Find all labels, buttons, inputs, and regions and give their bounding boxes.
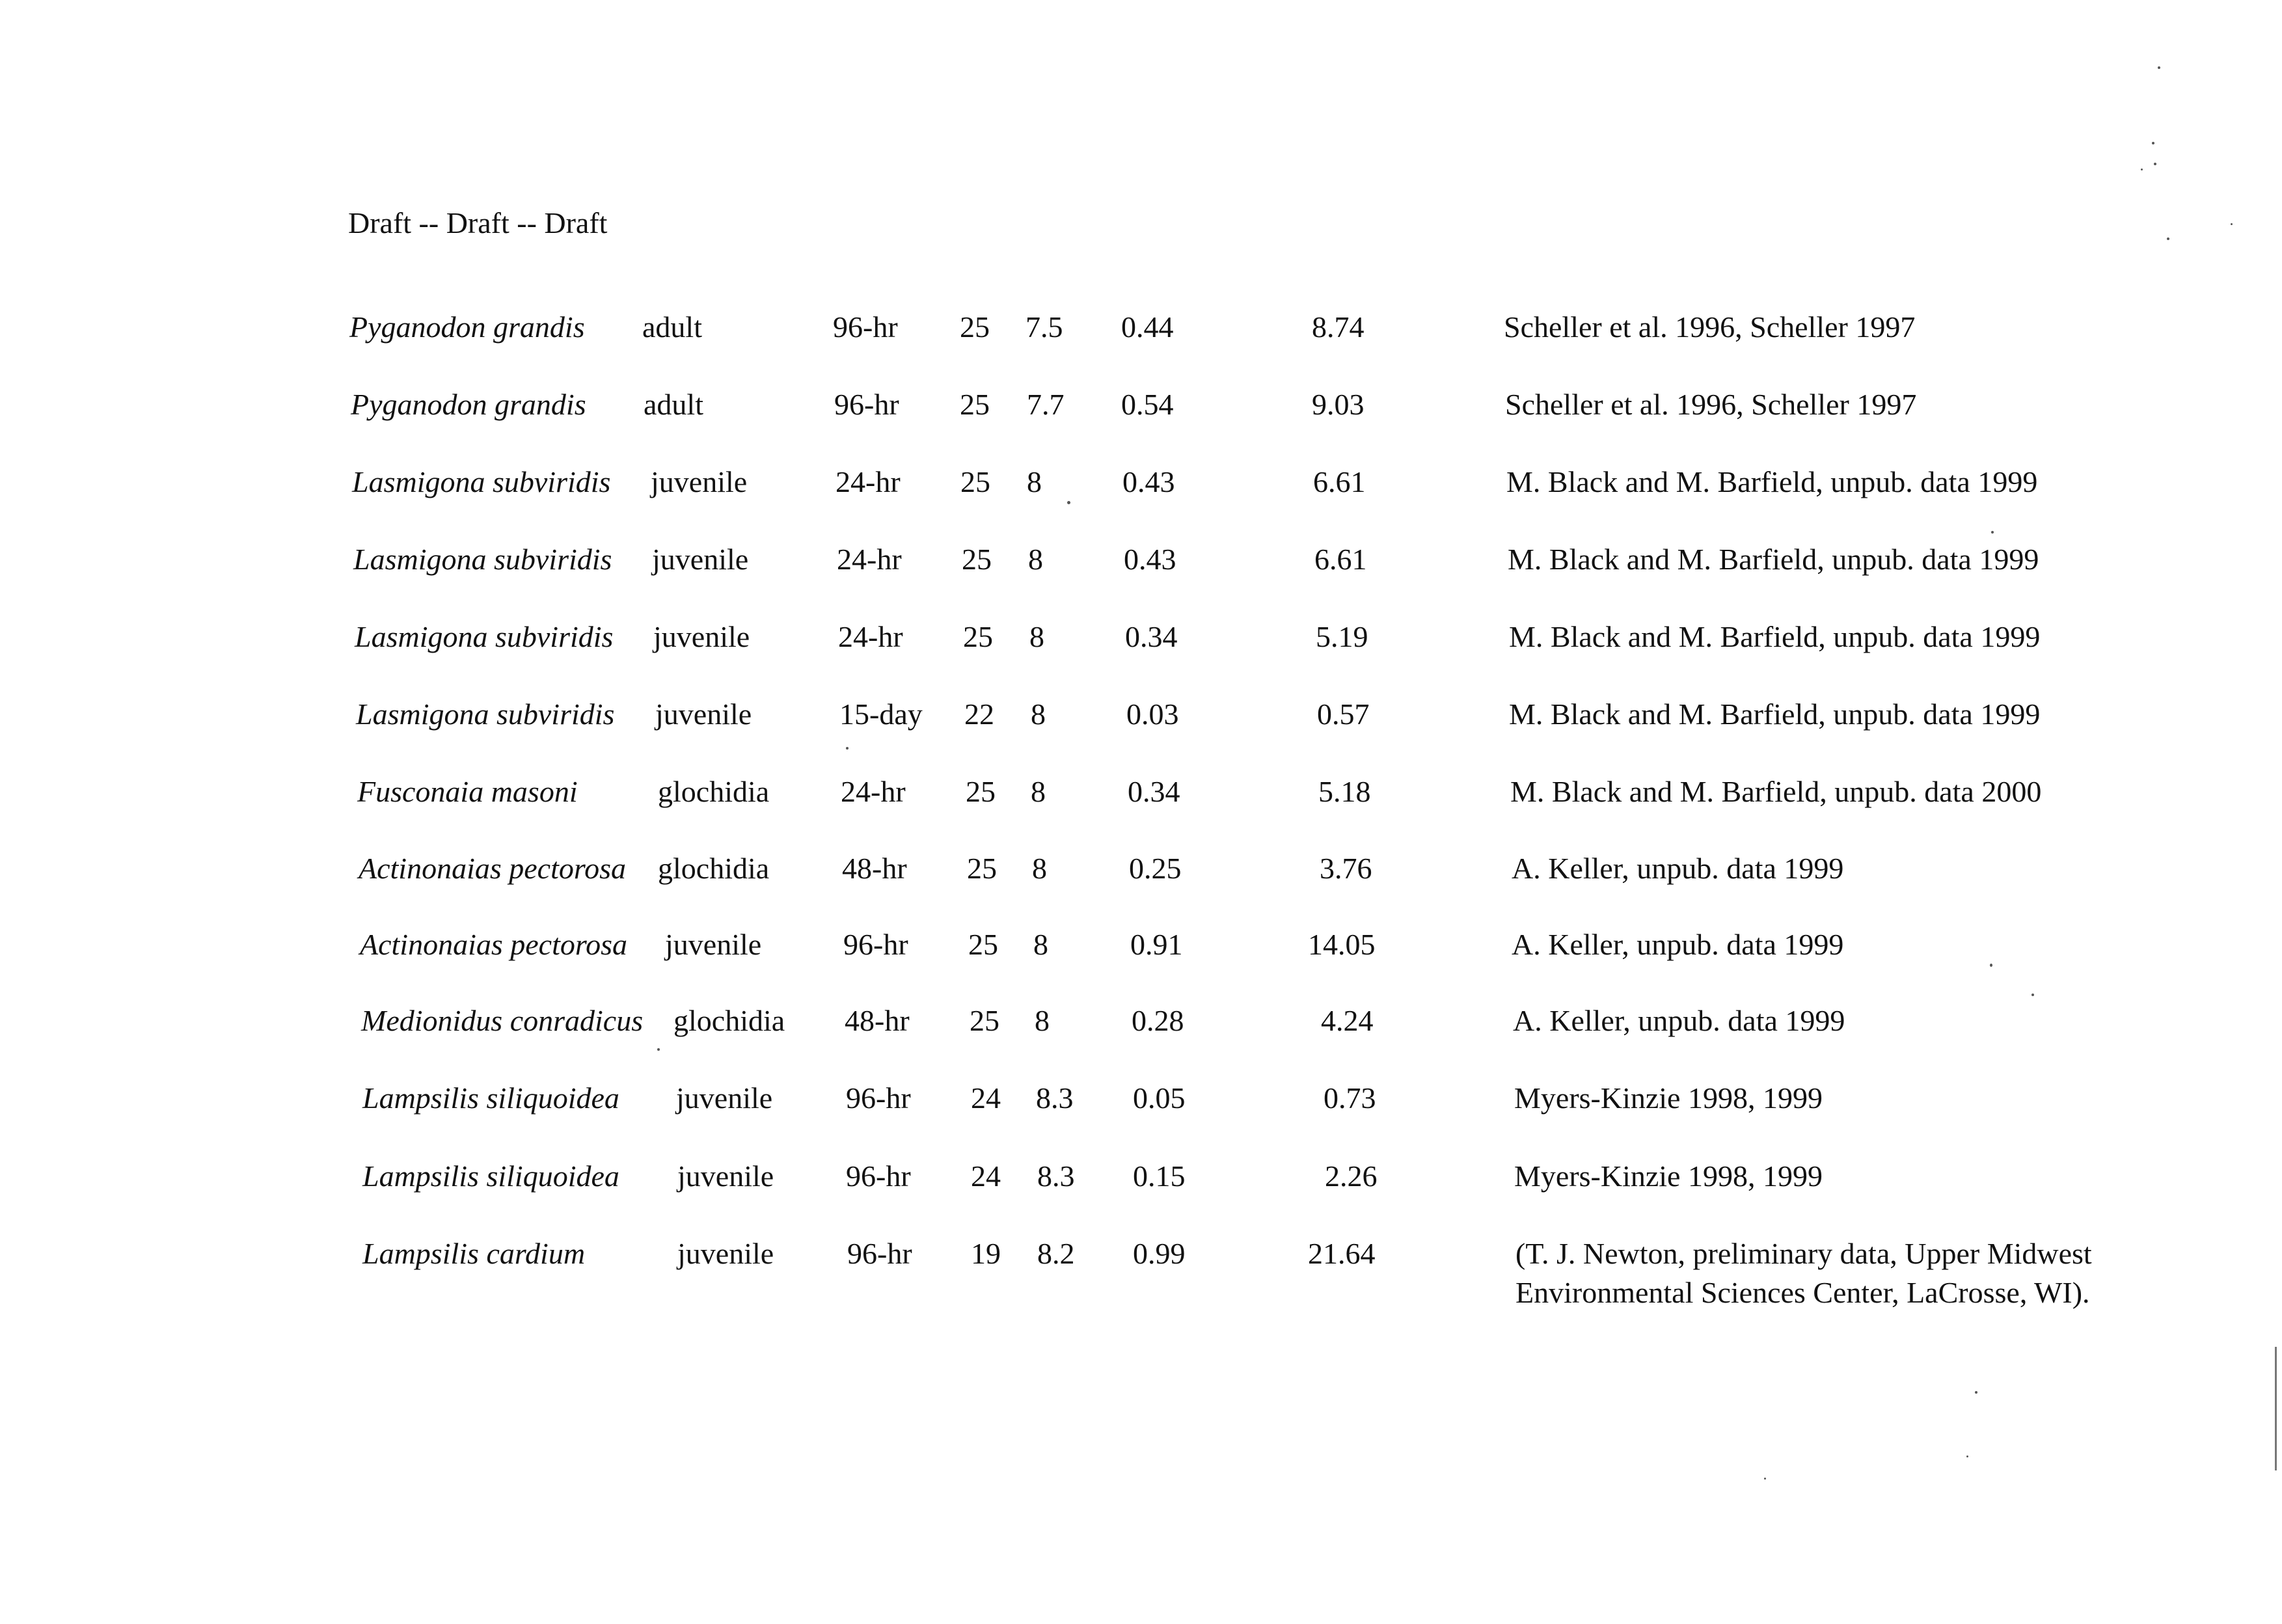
reference: A. Keller, unpub. data 1999 xyxy=(1512,928,1844,961)
value-1: 0.28 xyxy=(1132,1004,1184,1037)
ph-value: 8 xyxy=(1028,543,1043,576)
reference: Scheller et al. 1996, Scheller 1997 xyxy=(1504,310,1916,344)
species-name: Lampsilis cardium xyxy=(362,1237,586,1270)
table-row xyxy=(0,540,2282,617)
temperature: 24 xyxy=(971,1159,1001,1193)
life-stage: glochidia xyxy=(658,775,770,808)
test-duration: 24-hr xyxy=(841,775,906,808)
reference: Scheller et al. 1996, Scheller 1997 xyxy=(1505,388,1917,421)
species-name: Actinonaias pectorosa xyxy=(359,852,626,885)
value-1: 0.34 xyxy=(1125,620,1178,653)
scan-speck xyxy=(1764,1478,1766,1480)
test-duration: 24-hr xyxy=(837,543,902,576)
species-name: Fusconaia masoni xyxy=(357,775,578,808)
temperature: 19 xyxy=(971,1237,1001,1270)
value-1: 0.44 xyxy=(1121,310,1174,344)
test-duration: 24-hr xyxy=(838,620,903,653)
test-duration: 15-day xyxy=(839,697,923,731)
value-2: 21.64 xyxy=(1308,1237,1376,1270)
scan-edge-line xyxy=(2275,1347,2277,1470)
test-duration: 96-hr xyxy=(834,388,899,421)
value-2: 3.76 xyxy=(1320,852,1372,885)
test-duration: 96-hr xyxy=(833,310,898,344)
value-2: 4.24 xyxy=(1321,1004,1374,1037)
value-2: 9.03 xyxy=(1312,388,1365,421)
species-name: Pyganodon grandis xyxy=(349,310,585,344)
temperature: 25 xyxy=(960,465,990,498)
scan-speck xyxy=(1067,501,1070,504)
ph-value: 7.7 xyxy=(1027,388,1065,421)
test-duration: 96-hr xyxy=(843,928,908,961)
value-1: 0.91 xyxy=(1130,928,1183,961)
reference: M. Black and M. Barfield, unpub. data 1999 xyxy=(1509,620,2041,653)
ph-value: 8 xyxy=(1029,620,1044,653)
temperature: 25 xyxy=(963,620,993,653)
ph-value: 8 xyxy=(1031,697,1046,731)
reference: A. Keller, unpub. data 1999 xyxy=(1513,1004,1845,1037)
life-stage: juvenile xyxy=(652,543,749,576)
species-name: Lasmigona subviridis xyxy=(355,620,614,653)
reference: Myers-Kinzie 1998, 1999 xyxy=(1514,1159,1823,1193)
scan-speck xyxy=(1990,964,1992,967)
species-name: Lampsilis siliquoidea xyxy=(362,1081,619,1115)
ph-value: 8 xyxy=(1031,775,1046,808)
table-row xyxy=(0,463,2282,539)
value-2: 0.73 xyxy=(1324,1081,1376,1115)
ph-value: 8 xyxy=(1027,465,1042,498)
table-row xyxy=(0,1234,2282,1311)
table-row xyxy=(0,1157,2282,1234)
temperature: 25 xyxy=(966,775,996,808)
life-stage: juvenile xyxy=(677,1237,774,1270)
test-duration: 24-hr xyxy=(835,465,901,498)
temperature: 25 xyxy=(962,543,992,576)
ph-value: 8.3 xyxy=(1036,1081,1074,1115)
reference: M. Black and M. Barfield, unpub. data 1999 xyxy=(1509,697,2041,731)
scan-speck xyxy=(2152,142,2154,144)
value-1: 0.25 xyxy=(1129,852,1182,885)
test-duration: 96-hr xyxy=(846,1159,911,1193)
value-1: 0.34 xyxy=(1128,775,1180,808)
reference: M. Black and M. Barfield, unpub. data 2000 xyxy=(1510,775,2042,808)
scan-speck xyxy=(1991,531,1994,534)
test-duration: 48-hr xyxy=(842,852,907,885)
temperature: 22 xyxy=(964,697,994,731)
ph-value: 8 xyxy=(1035,1004,1050,1037)
life-stage: juvenile xyxy=(655,697,752,731)
species-name: Lasmigona subviridis xyxy=(353,543,612,576)
life-stage: glochidia xyxy=(658,852,770,885)
ph-value: 8.2 xyxy=(1037,1237,1075,1270)
scan-speck xyxy=(2154,163,2156,165)
life-stage: juvenile xyxy=(651,465,748,498)
scan-speck xyxy=(1966,1455,1968,1457)
scan-speck xyxy=(2231,223,2233,225)
temperature: 25 xyxy=(967,852,997,885)
ph-value: 8 xyxy=(1033,928,1048,961)
ph-value: 7.5 xyxy=(1026,310,1063,344)
table-row xyxy=(0,1001,2282,1078)
species-name: Lasmigona subviridis xyxy=(352,465,611,498)
scan-speck xyxy=(1975,1391,1977,1394)
life-stage: juvenile xyxy=(677,1159,774,1193)
value-1: 0.43 xyxy=(1122,465,1175,498)
value-1: 0.43 xyxy=(1124,543,1176,576)
scan-speck xyxy=(2158,66,2160,69)
reference: A. Keller, unpub. data 1999 xyxy=(1512,852,1844,885)
table-row xyxy=(0,772,2282,849)
value-2: 5.19 xyxy=(1316,620,1368,653)
scan-speck xyxy=(2167,237,2169,240)
table-row xyxy=(0,925,2282,1002)
scan-speck xyxy=(846,747,849,750)
table-row xyxy=(0,617,2282,694)
value-1: 0.15 xyxy=(1133,1159,1186,1193)
value-1: 0.03 xyxy=(1126,697,1179,731)
value-1: 0.54 xyxy=(1121,388,1174,421)
scan-speck xyxy=(657,1048,660,1051)
scan-speck xyxy=(2031,994,2034,996)
reference: M. Black and M. Barfield, unpub. data 1999 xyxy=(1508,543,2039,576)
temperature: 24 xyxy=(971,1081,1001,1115)
temperature: 25 xyxy=(968,928,998,961)
ph-value: 8.3 xyxy=(1037,1159,1075,1193)
table-row xyxy=(0,849,2282,926)
life-stage: glochidia xyxy=(673,1004,785,1037)
temperature: 25 xyxy=(960,388,990,421)
reference: (T. J. Newton, preliminary data, Upper Midwest Environmental Sciences Center, LaCrosse, WI). xyxy=(1515,1237,2092,1309)
value-1: 0.05 xyxy=(1133,1081,1186,1115)
table-row xyxy=(0,308,2282,385)
life-stage: juvenile xyxy=(676,1081,773,1115)
draft-header: Draft -- Draft -- Draft xyxy=(348,206,608,239)
temperature: 25 xyxy=(970,1004,999,1037)
reference: M. Black and M. Barfield, unpub. data 1999 xyxy=(1506,465,2038,498)
test-duration: 96-hr xyxy=(846,1081,911,1115)
table-row xyxy=(0,695,2282,772)
value-2: 8.74 xyxy=(1312,310,1365,344)
life-stage: adult xyxy=(642,310,702,344)
species-name: Lampsilis siliquoidea xyxy=(362,1159,619,1193)
table-row xyxy=(0,385,2282,462)
life-stage: juvenile xyxy=(653,620,750,653)
temperature: 25 xyxy=(960,310,990,344)
test-duration: 48-hr xyxy=(845,1004,910,1037)
scan-speck xyxy=(2141,169,2143,170)
value-1: 0.99 xyxy=(1133,1237,1186,1270)
value-2: 5.18 xyxy=(1318,775,1371,808)
value-2: 2.26 xyxy=(1325,1159,1378,1193)
life-stage: adult xyxy=(644,388,703,421)
species-name: Actinonaias pectorosa xyxy=(360,928,627,961)
test-duration: 96-hr xyxy=(847,1237,912,1270)
reference: Myers-Kinzie 1998, 1999 xyxy=(1514,1081,1823,1115)
table-row xyxy=(0,1079,2282,1156)
life-stage: juvenile xyxy=(665,928,762,961)
species-name: Pyganodon grandis xyxy=(351,388,586,421)
value-2: 6.61 xyxy=(1313,465,1366,498)
value-2: 6.61 xyxy=(1314,543,1367,576)
ph-value: 8 xyxy=(1032,852,1047,885)
value-2: 14.05 xyxy=(1308,928,1376,961)
species-name: Lasmigona subviridis xyxy=(356,697,615,731)
species-name: Medionidus conradicus xyxy=(361,1004,644,1037)
value-2: 0.57 xyxy=(1317,697,1370,731)
